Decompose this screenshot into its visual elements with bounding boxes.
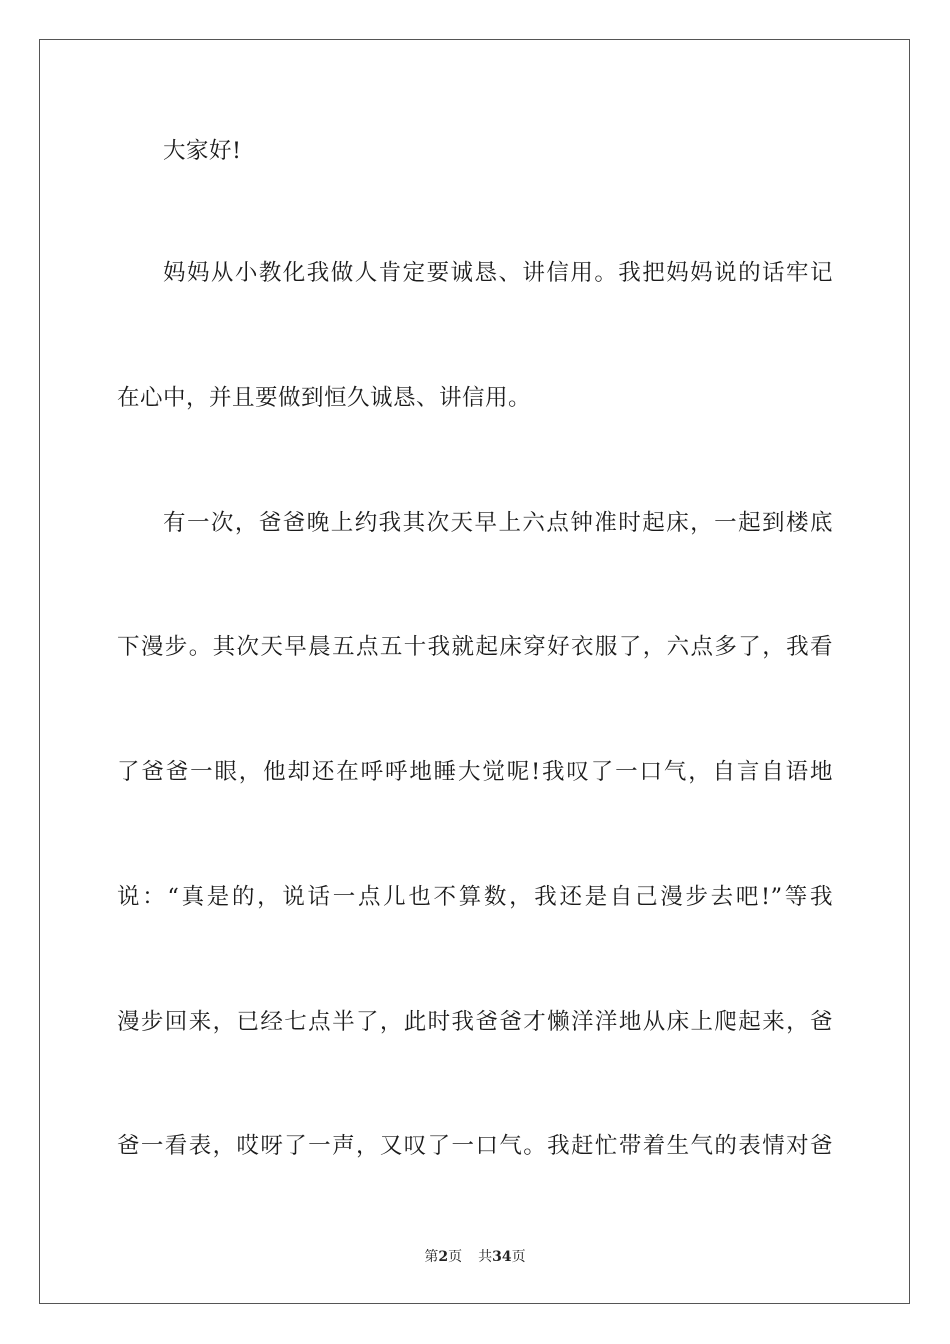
paragraph-line: 了爸爸一眼，他却还在呼呼地睡大觉呢!我叹了一口气，自言自语地 <box>117 759 833 785</box>
total-pages: 34 <box>492 1249 512 1265</box>
page-suffix: 页 <box>448 1249 463 1265</box>
paragraph-line: 漫步回来，已经七点半了，此时我爸爸才懒洋洋地从床上爬起来，爸 <box>117 1009 833 1035</box>
paragraph-line: 有一次，爸爸晚上约我其次天早上六点钟准时起床，一起到楼底 <box>163 510 833 536</box>
total-suffix: 页 <box>511 1249 526 1265</box>
page-footer <box>0 1247 950 1267</box>
paragraph-line: 在心中，并且要做到恒久诚恳、讲信用。 <box>117 385 532 411</box>
total-prefix: 共 <box>478 1249 493 1265</box>
paragraph-line: 妈妈从小教化我做人肯定要诚恳、讲信用。我把妈妈说的话牢记 <box>163 260 833 286</box>
greeting-line: 大家好! <box>163 138 242 164</box>
page-prefix: 第 <box>424 1249 439 1265</box>
paragraph-line: 爸一看表，哎呀了一声，又叹了一口气。我赶忙带着生气的表情对爸 <box>117 1133 833 1159</box>
paragraph-line: 下漫步。其次天早晨五点五十我就起床穿好衣服了，六点多了，我看 <box>117 634 833 660</box>
page-border <box>39 39 910 1304</box>
page-number: 2 <box>438 1249 449 1265</box>
paragraph-line: 说：“真是的，说话一点儿也不算数，我还是自己漫步去吧!”等我 <box>117 884 833 910</box>
